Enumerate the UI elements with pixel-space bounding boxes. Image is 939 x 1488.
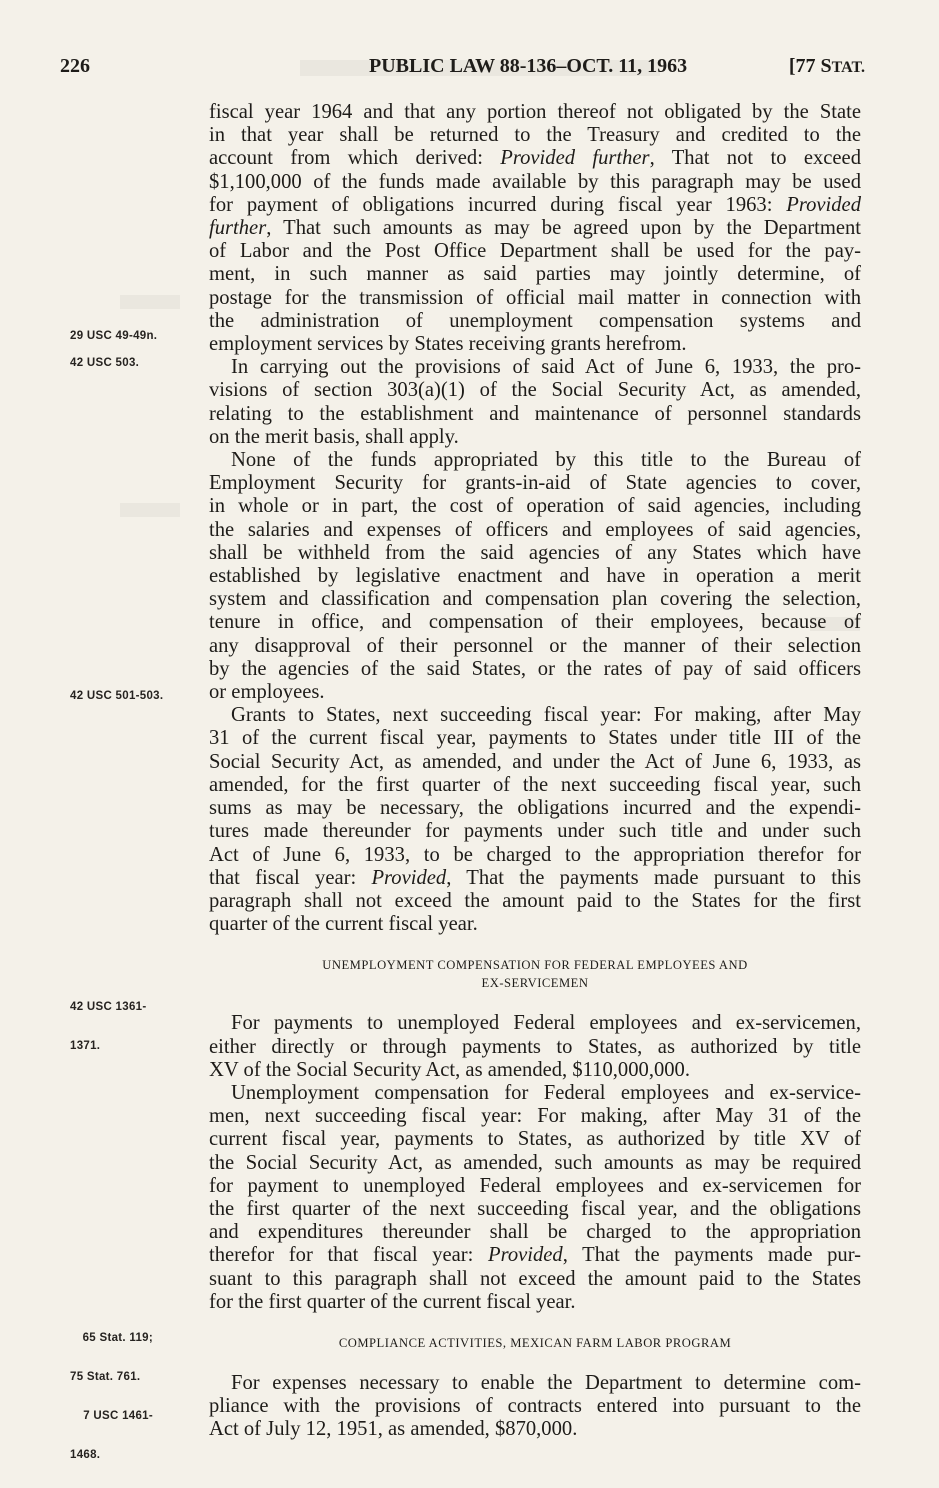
text-line: any disapproval of their personnel or the manner of their selection	[209, 634, 861, 657]
text-line: system and classification and compensation plan covering the selection,	[209, 588, 861, 611]
text-line: Grants to States, next succeeding fiscal year: For making, after May	[231, 704, 861, 727]
section-heading: COMPLIANCE ACTIVITIES, MEXICAN FARM LABOR PROGRAM	[338, 1335, 732, 1350]
text-line: therefor for that fiscal year: Provided, That the payments made pur-	[209, 1244, 861, 1267]
paragraph-3	[209, 449, 861, 704]
text-line: tenure in office, and compensation of their employees, because of	[209, 611, 861, 634]
header-title: PUBLIC LAW 88-136–OCT. 11, 1963	[369, 55, 688, 77]
text-line: in whole or in part, the cost of operation of said agencies, including	[209, 495, 861, 518]
text-line: further, That such amounts as may be agreed upon by the Department	[209, 217, 861, 240]
stat-label-initial: S	[820, 55, 832, 77]
text-line: the administration of unemployment compensation systems and	[209, 309, 861, 332]
text-line: ment, in such manner as said parties may jointly determine, of	[209, 263, 861, 286]
text-line: Act of June 6, 1933, to be charged to the appropriation therefor for	[209, 843, 861, 866]
paragraph-2	[209, 356, 861, 449]
text-line: in that year shall be returned to the Treasury and credited to the	[209, 124, 861, 147]
text-line: employment services by States receiving grants herefrom.	[209, 333, 687, 356]
margin-note-line: 42 USC 503.	[70, 357, 140, 369]
text-line: postage for the transmission of official mail matter in connection with	[209, 286, 861, 309]
text-line: Social Security Act, as amended, and under the Act of June 6, 1933, as	[209, 750, 861, 773]
text-line: on the merit basis, shall apply.	[209, 425, 459, 448]
text-line: $1,100,000 of the funds made available by this paragraph may be used	[209, 170, 861, 193]
text-line: for payment of obligations incurred during fiscal year 1963: Provided	[209, 193, 861, 216]
section-heading-continued: EX-SERVICEMEN	[481, 976, 589, 991]
text-line: relating to the establishment and maintenance of personnel standards	[209, 402, 861, 425]
text-line: shall be withheld from the said agencies of any States which have	[209, 541, 861, 564]
text-line: established by legislative enactment and have in operation a merit	[209, 565, 861, 588]
margin-note	[70, 357, 139, 370]
margin-note-line: 65 Stat. 119;	[82, 1332, 153, 1344]
text-line: XV of the Social Security Act, as amended, $110,000,000.	[209, 1058, 691, 1081]
paragraph-4	[209, 704, 861, 936]
margin-note	[70, 690, 163, 703]
text-line: the salaries and expenses of officers and employees of said agencies,	[209, 518, 861, 541]
text-line: visions of section 303(a)(1) of the Social Security Act, as amended,	[209, 379, 861, 402]
text-line: or employees.	[209, 681, 325, 704]
text-line: In carrying out the provisions of said Act of June 6, 1933, the pro-	[231, 356, 861, 379]
text-line: current fiscal year, payments to States, as authorized by title XV of	[209, 1128, 861, 1151]
body-text	[209, 101, 861, 1442]
text-line: the first quarter of the next succeeding fiscal year, and the obligations	[209, 1197, 861, 1220]
text-line: either directly or through payments to States, as authorized by title	[209, 1035, 861, 1058]
text-line: tures made thereunder for payments under such title and under such	[209, 820, 861, 843]
text-line: Unemployment compensation for Federal employees and ex-service-	[231, 1081, 861, 1104]
text-line: suant to this paragraph shall not exceed the amount paid to the States	[209, 1267, 861, 1290]
text-line: None of the funds appropriated by this title to the Bureau of	[231, 449, 861, 472]
margin-note-line: 7 USC 1461-	[83, 1410, 153, 1422]
text-line: and expenditures thereunder shall be charged to the appropriation	[209, 1221, 861, 1244]
text-line: pliance with the provisions of contracts entered into pursuant to the	[209, 1395, 861, 1418]
stat-volume: [77	[788, 55, 816, 77]
margin-note-line: 42 USC 1361-	[70, 1001, 147, 1013]
text-line: of Labor and the Post Office Department shall be used for the pay-	[209, 240, 861, 263]
statute-reference	[789, 55, 865, 78]
margin-note-line: 1371.	[70, 1040, 101, 1052]
text-line: quarter of the current fiscal year.	[209, 913, 478, 936]
text-line: for the first quarter of the current fiscal year.	[209, 1290, 576, 1313]
paragraph-6	[209, 1082, 861, 1314]
margin-note	[70, 975, 146, 1079]
section-heading: UNEMPLOYMENT COMPENSATION FOR FEDERAL EMPLOYEES AND	[322, 958, 748, 973]
margin-note-line: 1468.	[70, 1449, 101, 1461]
margin-note-line: 75 Stat. 761.	[70, 1371, 141, 1383]
running-header	[60, 55, 865, 85]
margin-note	[70, 1306, 153, 1488]
text-line: Act of July 12, 1951, as amended, $870,000.	[209, 1418, 578, 1441]
text-line: sums as may be necessary, the obligations incurred and the expendi-	[209, 797, 861, 820]
text-line: 31 of the current fiscal year, payments to States under title III of the	[209, 727, 861, 750]
margin-note	[70, 330, 157, 343]
text-line: for payment to unemployed Federal employees and ex-servicemen for	[209, 1174, 861, 1197]
text-line: For expenses necessary to enable the Department to determine com-	[231, 1371, 861, 1394]
text-line: paragraph shall not exceed the amount paid to the States for the first	[209, 889, 861, 912]
text-line: amended, for the first quarter of the next succeeding fiscal year, such	[209, 773, 861, 796]
paragraph-1	[209, 101, 861, 356]
text-line: by the agencies of the said States, or the rates of pay of said officers	[209, 657, 861, 680]
margin-note-line: 42 USC 501-503.	[70, 690, 164, 702]
text-line: the Social Security Act, as amended, such amounts as may be required	[209, 1151, 861, 1174]
text-line: that fiscal year: Provided, That the payments made pursuant to this	[209, 866, 861, 889]
stat-label-rest: TAT.	[831, 59, 865, 76]
margin-note-line: 29 USC 49-49n.	[70, 330, 158, 342]
text-line: men, next succeeding fiscal year: For making, after May 31 of the	[209, 1105, 861, 1128]
text-line: For payments to unemployed Federal employees and ex-servicemen,	[231, 1012, 861, 1035]
paragraph-5	[209, 1012, 861, 1082]
page-number: 226	[60, 55, 90, 77]
text-line: account from which derived: Provided further, That not to exceed	[209, 147, 861, 170]
text-line: Employment Security for grants-in-aid of State agencies to cover,	[209, 472, 861, 495]
paragraph-7	[209, 1372, 861, 1442]
text-line: fiscal year 1964 and that any portion thereof not obligated by the State	[209, 101, 861, 123]
